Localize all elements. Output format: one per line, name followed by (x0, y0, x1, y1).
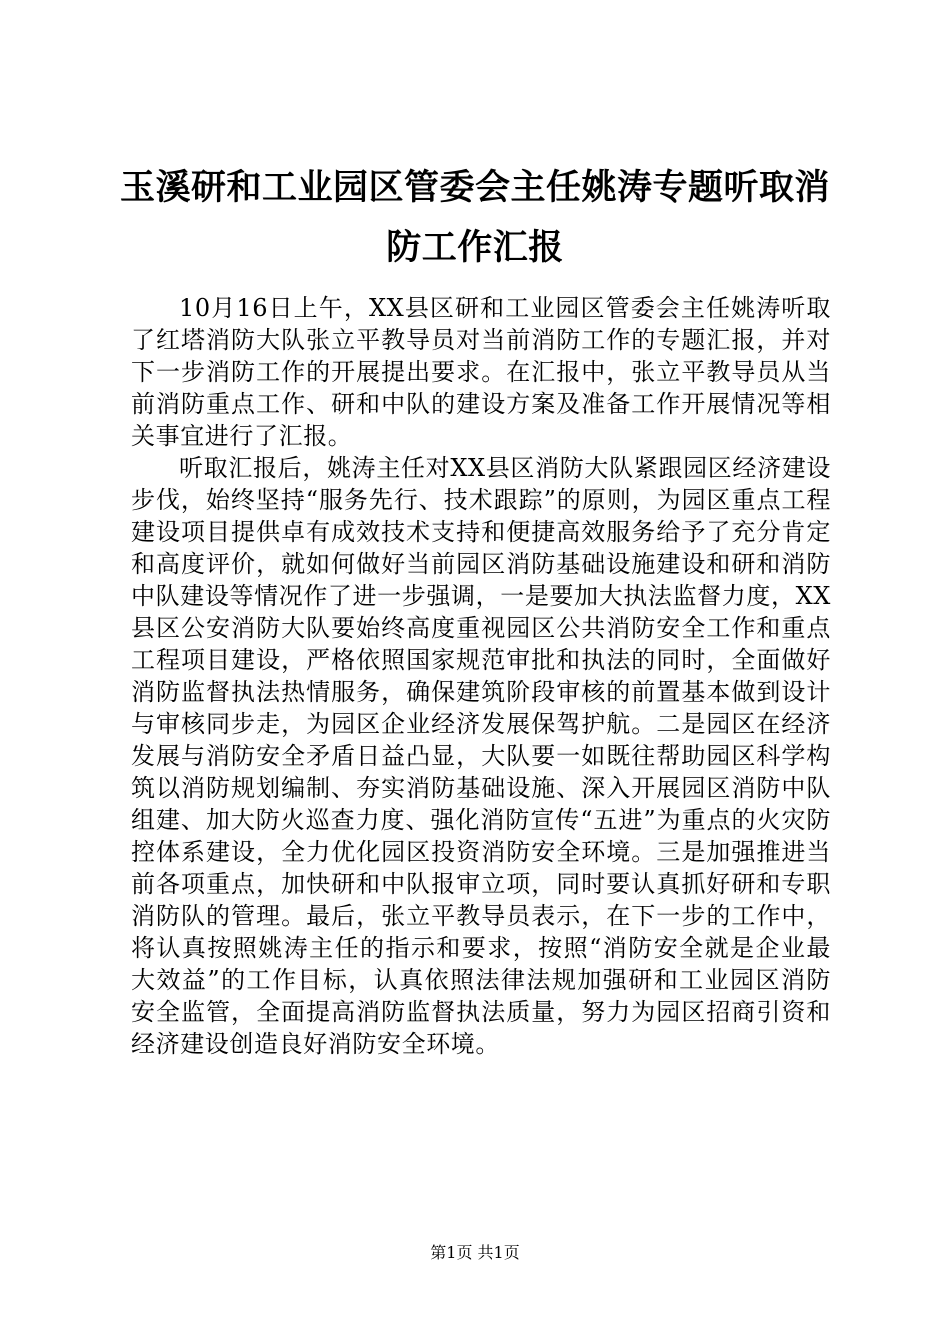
document-body (131, 292, 831, 1060)
paragraph-1: 10月16日上午，XX县区研和工业园区管委会主任姚涛听取了红塔消防大队张立平教导员对当前消防工作的专题汇报，并对下一步消防工作的开展提出要求。在汇报中，张立平教导员从当前消防重点工作、研和中队的建设方案及准备工作开展情况等相关事宜进行了汇报。 (131, 294, 831, 450)
paragraph-2: 听取汇报后，姚涛主任对XX县区消防大队紧跟园区经济建设步伐，始终坚持“服务先行、技术跟踪”的原则，为园区重点工程建设项目提供卓有成效技术支持和便捷高效服务给予了充分肯定和高度评价，就如何做好当前园区消防基础设施建设和研和消防中队建设等情况作了进一步强调，一是要加大执法监督力度，XX县区公安消防大队要始终高度重视园区公共消防安全工作和重点工程项目建设，严格依照国家规范审批和执法的同时，全面做好消防监督执法热情服务，确保建筑阶段审核的前置基本做到设计与审核同步走，为园区企业经济发展保驾护航。二是园区在经济发展与消防安全矛盾日益凸显，大队要一如既往帮助园区科学构筑以消防规划编制、夯实消防基础设施、深入开展园区消防中队组建、加大防火巡查力度、强化消防宣传“五进”为重点的火灾防控体系建设，全力优化园区投资消防安全环境。三是加强推进当前各项重点，加快研和中队报审立项，同时要认真抓好研和专职消防队的管理。最后，张立平教导员表示，在下一步的工作中，将认真按照姚涛主任的指示和要求，按照“消防安全就是企业最大效益”的工作目标，认真依照法律法规加强研和工业园区消防安全监管，全面提高消防监督执法质量，努力为园区招商引资和经济建设创造良好消防安全环境。 (131, 454, 831, 1058)
document-title: 玉溪研和工业园区管委会主任姚涛专题听取消防工作汇报 (119, 167, 830, 268)
page-footer: 第1页 共1页 (430, 1243, 520, 1262)
